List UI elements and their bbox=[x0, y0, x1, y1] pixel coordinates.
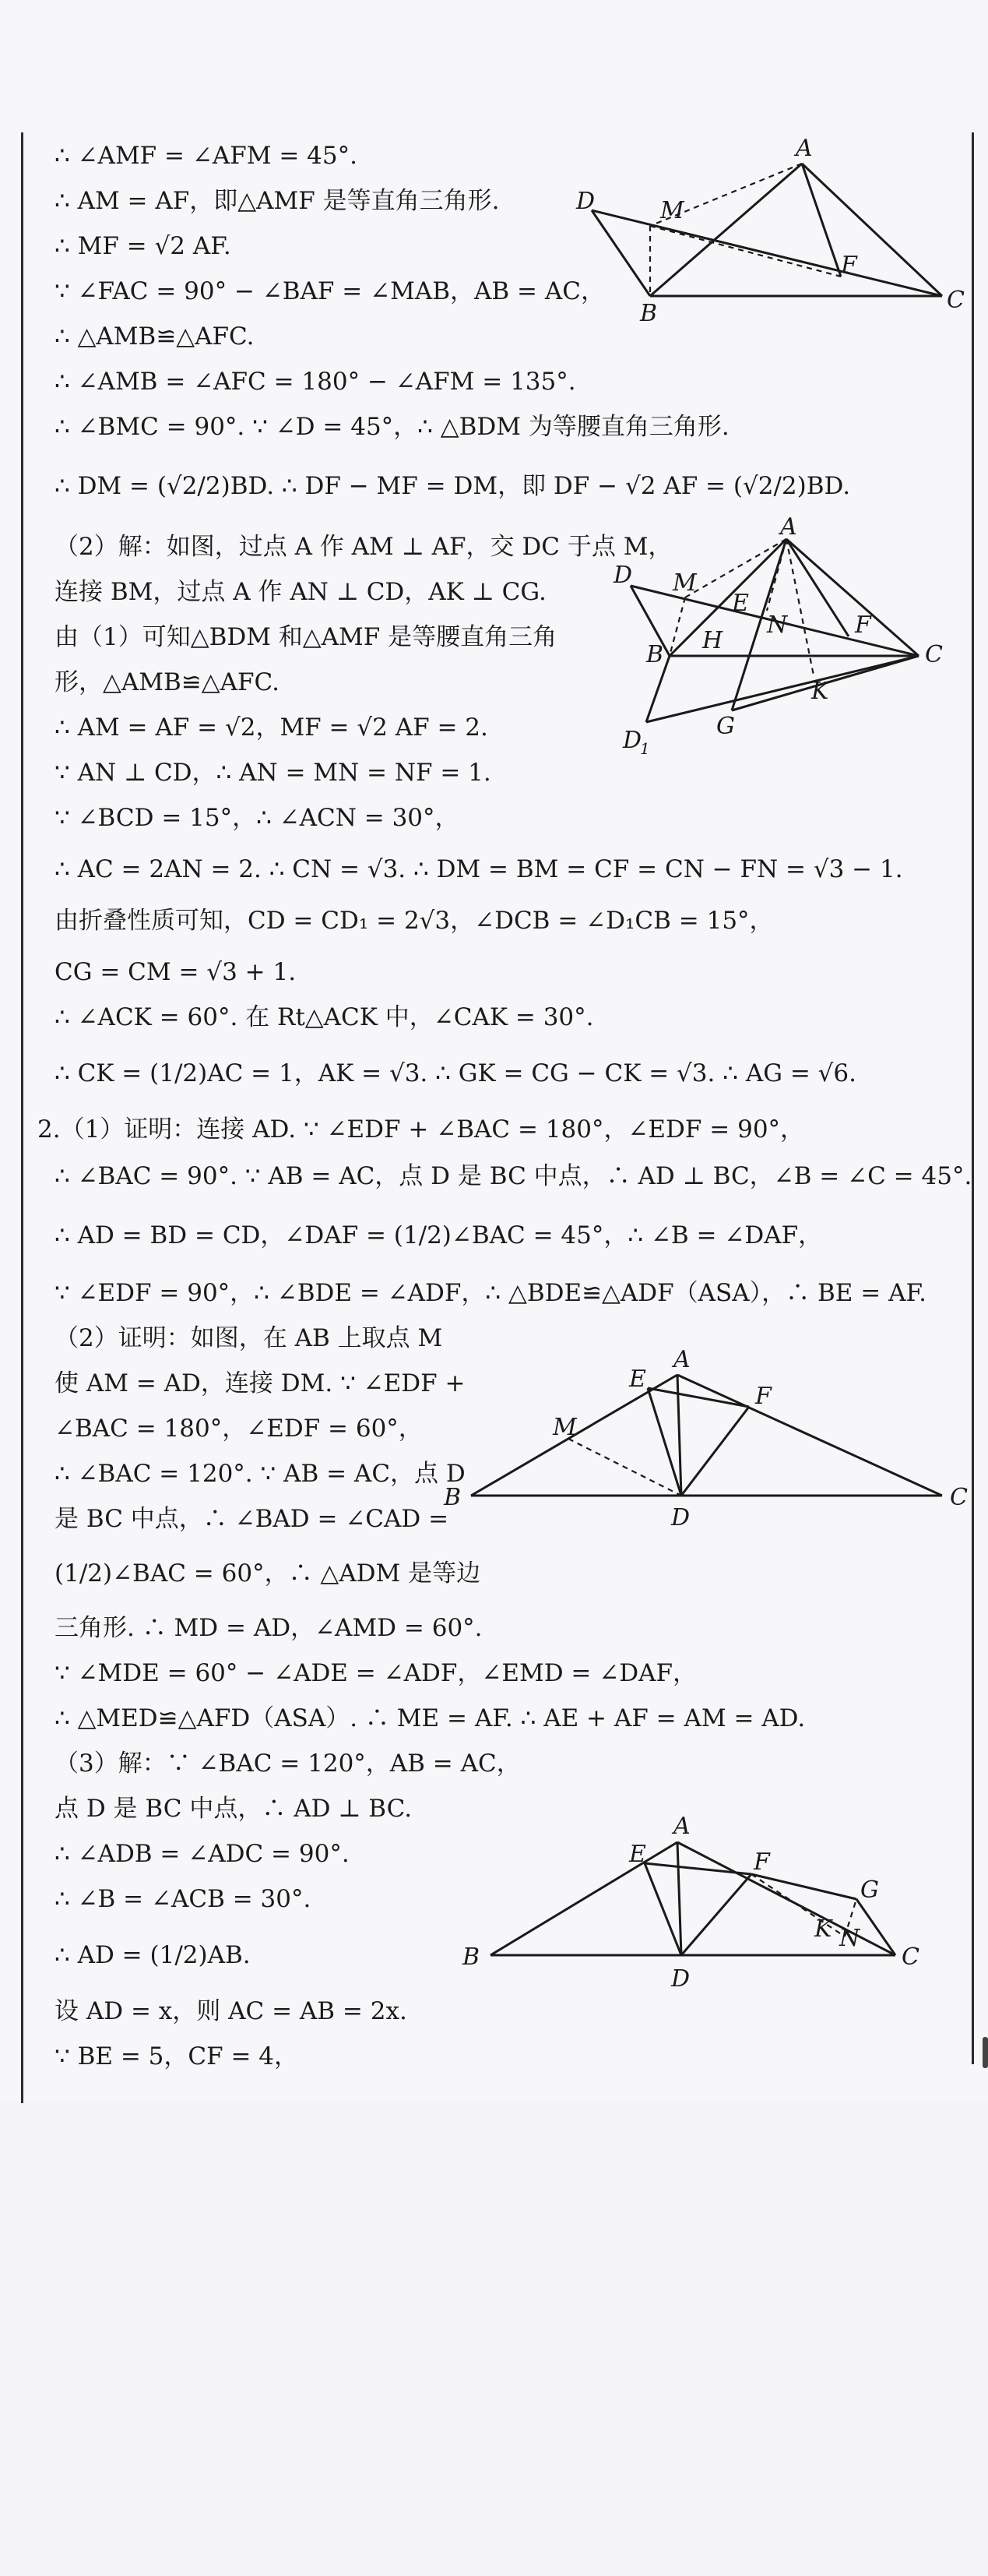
text-line: ∴ ∠ADB = ∠ADC = 90°. bbox=[54, 1840, 350, 1868]
text-line: ∵ BE = 5，CF = 4， bbox=[54, 2042, 299, 2070]
figure-1-lines bbox=[592, 164, 942, 296]
fig3-label-E: E bbox=[629, 1366, 646, 1393]
text-line: 使 AM = AD，连接 DM. ∵ ∠EDF + bbox=[54, 1369, 466, 1397]
text-line: ∴ AM = AF = √2，MF = √2 AF = 2. bbox=[54, 714, 488, 742]
right-margin-rule bbox=[972, 132, 974, 2064]
text-line: 由（1）可知△BDM 和△AMF 是等腰直角三角 bbox=[54, 623, 557, 651]
text-line: ∴ AD = BD = CD，∠DAF = (1/2)∠BAC = 45°，∴ ∠B = ∠DAF， bbox=[54, 1221, 823, 1249]
text-line: ∴ CK = (1/2)AC = 1，AK = √3. ∴ GK = CG − CK = √3. ∴ AG = √6. bbox=[54, 1059, 856, 1087]
fig4-label-G: G bbox=[860, 1876, 879, 1904]
fig4-label-B: B bbox=[462, 1943, 480, 1971]
fig2-label-M: M bbox=[673, 569, 697, 597]
fig4-label-E: E bbox=[629, 1841, 646, 1868]
fig1-label-B: B bbox=[640, 300, 658, 327]
figure-2-folded-triangle bbox=[607, 513, 973, 765]
fig1-label-F: F bbox=[841, 252, 857, 279]
text-line: ∠BAC = 180°，∠EDF = 60°， bbox=[54, 1415, 423, 1443]
fig3-label-D: D bbox=[671, 1504, 691, 1531]
text-line: （2）证明：如图，在 AB 上取点 M bbox=[54, 1324, 443, 1352]
fig4-label-A: A bbox=[673, 1813, 691, 1840]
figure-4-lines bbox=[490, 1842, 895, 1955]
text-line: 连接 BM，过点 A 作 AN ⊥ CD，AK ⊥ CG. bbox=[54, 578, 547, 606]
text-line: ∴ DM = (√2/2)BD. ∴ DF − MF = DM，即 DF − √2 AF = (√2/2)BD. bbox=[54, 472, 851, 500]
figure-3-lines bbox=[471, 1375, 942, 1496]
text-line: 由折叠性质可知，CD = CD₁ = 2√3，∠DCB = ∠D₁CB = 15°， bbox=[54, 907, 774, 935]
fig2-label-F: F bbox=[855, 611, 871, 639]
fig2-label-C: C bbox=[925, 641, 943, 668]
fig1-label-M: M bbox=[660, 197, 684, 224]
fig4-label-C: C bbox=[902, 1943, 919, 1971]
text-line: ∴ MF = √2 AF. bbox=[54, 232, 231, 260]
text-line: ∴ △MED≌△AFD（ASA）. ∴ ME = AF. ∴ AE + AF = AM = AD. bbox=[54, 1704, 806, 1732]
fig2-label-D1-subscript: 1 bbox=[640, 739, 650, 758]
text-line: ∵ ∠FAC = 90° − ∠BAF = ∠MAB，AB = AC， bbox=[54, 277, 605, 305]
text-line: ∵ ∠EDF = 90°，∴ ∠BDE = ∠ADF，∴ △BDE≌△ADF（ASA），∴ BE = AF. bbox=[54, 1279, 927, 1307]
text-line: ∴ ∠AMB = ∠AFC = 180° − ∠AFM = 135°. bbox=[54, 368, 576, 396]
text-line: 是 BC 中点，∴ ∠BAD = ∠CAD = bbox=[54, 1505, 449, 1533]
fig3-label-F: F bbox=[755, 1383, 772, 1410]
fig2-label-N: N bbox=[767, 611, 788, 639]
fig3-label-A: A bbox=[673, 1346, 691, 1373]
text-line: ∴ △AMB≌△AFC. bbox=[54, 322, 255, 351]
text-line: （2）解：如图，过点 A 作 AM ⊥ AF，交 DC 于点 M， bbox=[54, 533, 673, 561]
text-line: ∴ ∠BAC = 120°. ∵ AB = AC，点 D bbox=[54, 1460, 466, 1488]
page-edge-mark bbox=[983, 2037, 988, 2068]
fig2-label-H: H bbox=[702, 627, 723, 654]
fig3-label-B: B bbox=[444, 1484, 462, 1511]
text-line: ∴ ∠ACK = 60°. 在 Rt△ACK 中，∠CAK = 30°. bbox=[54, 1003, 594, 1031]
figure-4-isosceles-triangle bbox=[452, 1807, 965, 2002]
text-line: ∴ ∠BAC = 90°. ∵ AB = AC，点 D 是 BC 中点，∴ AD ⊥ BC，∠B = ∠C = 45°. bbox=[54, 1162, 972, 1190]
fig2-label-G: G bbox=[716, 713, 735, 740]
fig2-label-D: D bbox=[614, 562, 633, 589]
text-line: ∴ AD = (1/2)AB. bbox=[54, 1941, 251, 1969]
text-line: ∴ ∠AMF = ∠AFM = 45°. bbox=[54, 142, 357, 170]
text-line: 三角形. ∴ MD = AD，∠AMD = 60°. bbox=[54, 1614, 483, 1642]
text-line: ∵ ∠MDE = 60° − ∠ADE = ∠ADF，∠EMD = ∠DAF， bbox=[54, 1659, 697, 1687]
fig2-label-K: K bbox=[811, 678, 829, 705]
fig1-label-C: C bbox=[947, 287, 965, 314]
fig4-label-D: D bbox=[671, 1965, 691, 1993]
text-line: 形，△AMB≌△AFC. bbox=[54, 668, 280, 696]
left-margin-rule bbox=[21, 132, 23, 2103]
text-line: 点 D 是 BC 中点，∴ AD ⊥ BC. bbox=[54, 1795, 413, 1823]
text-line: ∵ AN ⊥ CD，∴ AN = MN = NF = 1. bbox=[54, 759, 491, 787]
fig3-label-C: C bbox=[950, 1484, 968, 1511]
text-line: ∴ AM = AF，即△AMF 是等直角三角形. bbox=[54, 187, 500, 215]
fig4-label-N: N bbox=[839, 1925, 860, 1952]
text-line: CG = CM = √3 + 1. bbox=[54, 958, 297, 986]
text-line: ∴ ∠BMC = 90°. ∵ ∠D = 45°，∴ △BDM 为等腰直角三角形. bbox=[54, 413, 730, 441]
fig4-label-K: K bbox=[814, 1915, 832, 1943]
fig3-label-M: M bbox=[553, 1414, 577, 1441]
figure-1-triangle bbox=[576, 135, 965, 343]
fig2-label-D1: D bbox=[623, 727, 642, 754]
fig4-label-F: F bbox=[754, 1848, 770, 1876]
fig1-label-A: A bbox=[796, 135, 813, 162]
figure-3-isosceles-triangle bbox=[436, 1332, 981, 1535]
fig1-label-D: D bbox=[576, 188, 596, 215]
text-line: ∴ AC = 2AN = 2. ∴ CN = √3. ∴ DM = BM = CF = CN − FN = √3 − 1. bbox=[54, 855, 903, 883]
text-line: ∴ ∠B = ∠ACB = 30°. bbox=[54, 1885, 311, 1913]
text-line: 设 AD = x，则 AC = AB = 2x. bbox=[54, 1997, 407, 2025]
fig2-label-A: A bbox=[780, 513, 797, 541]
text-line: (1/2)∠BAC = 60°，∴ △ADM 是等边 bbox=[54, 1559, 481, 1588]
fig2-label-E: E bbox=[732, 590, 749, 617]
text-line: （3）解：∵ ∠BAC = 120°，AB = AC， bbox=[54, 1750, 521, 1778]
text-line: ∵ ∠BCD = 15°，∴ ∠ACN = 30°， bbox=[54, 804, 459, 832]
fig2-label-B: B bbox=[646, 641, 664, 668]
problem-2-heading: 2.（1）证明：连接 AD. ∵ ∠EDF + ∠BAC = 180°，∠EDF = 90°， bbox=[37, 1115, 805, 1144]
